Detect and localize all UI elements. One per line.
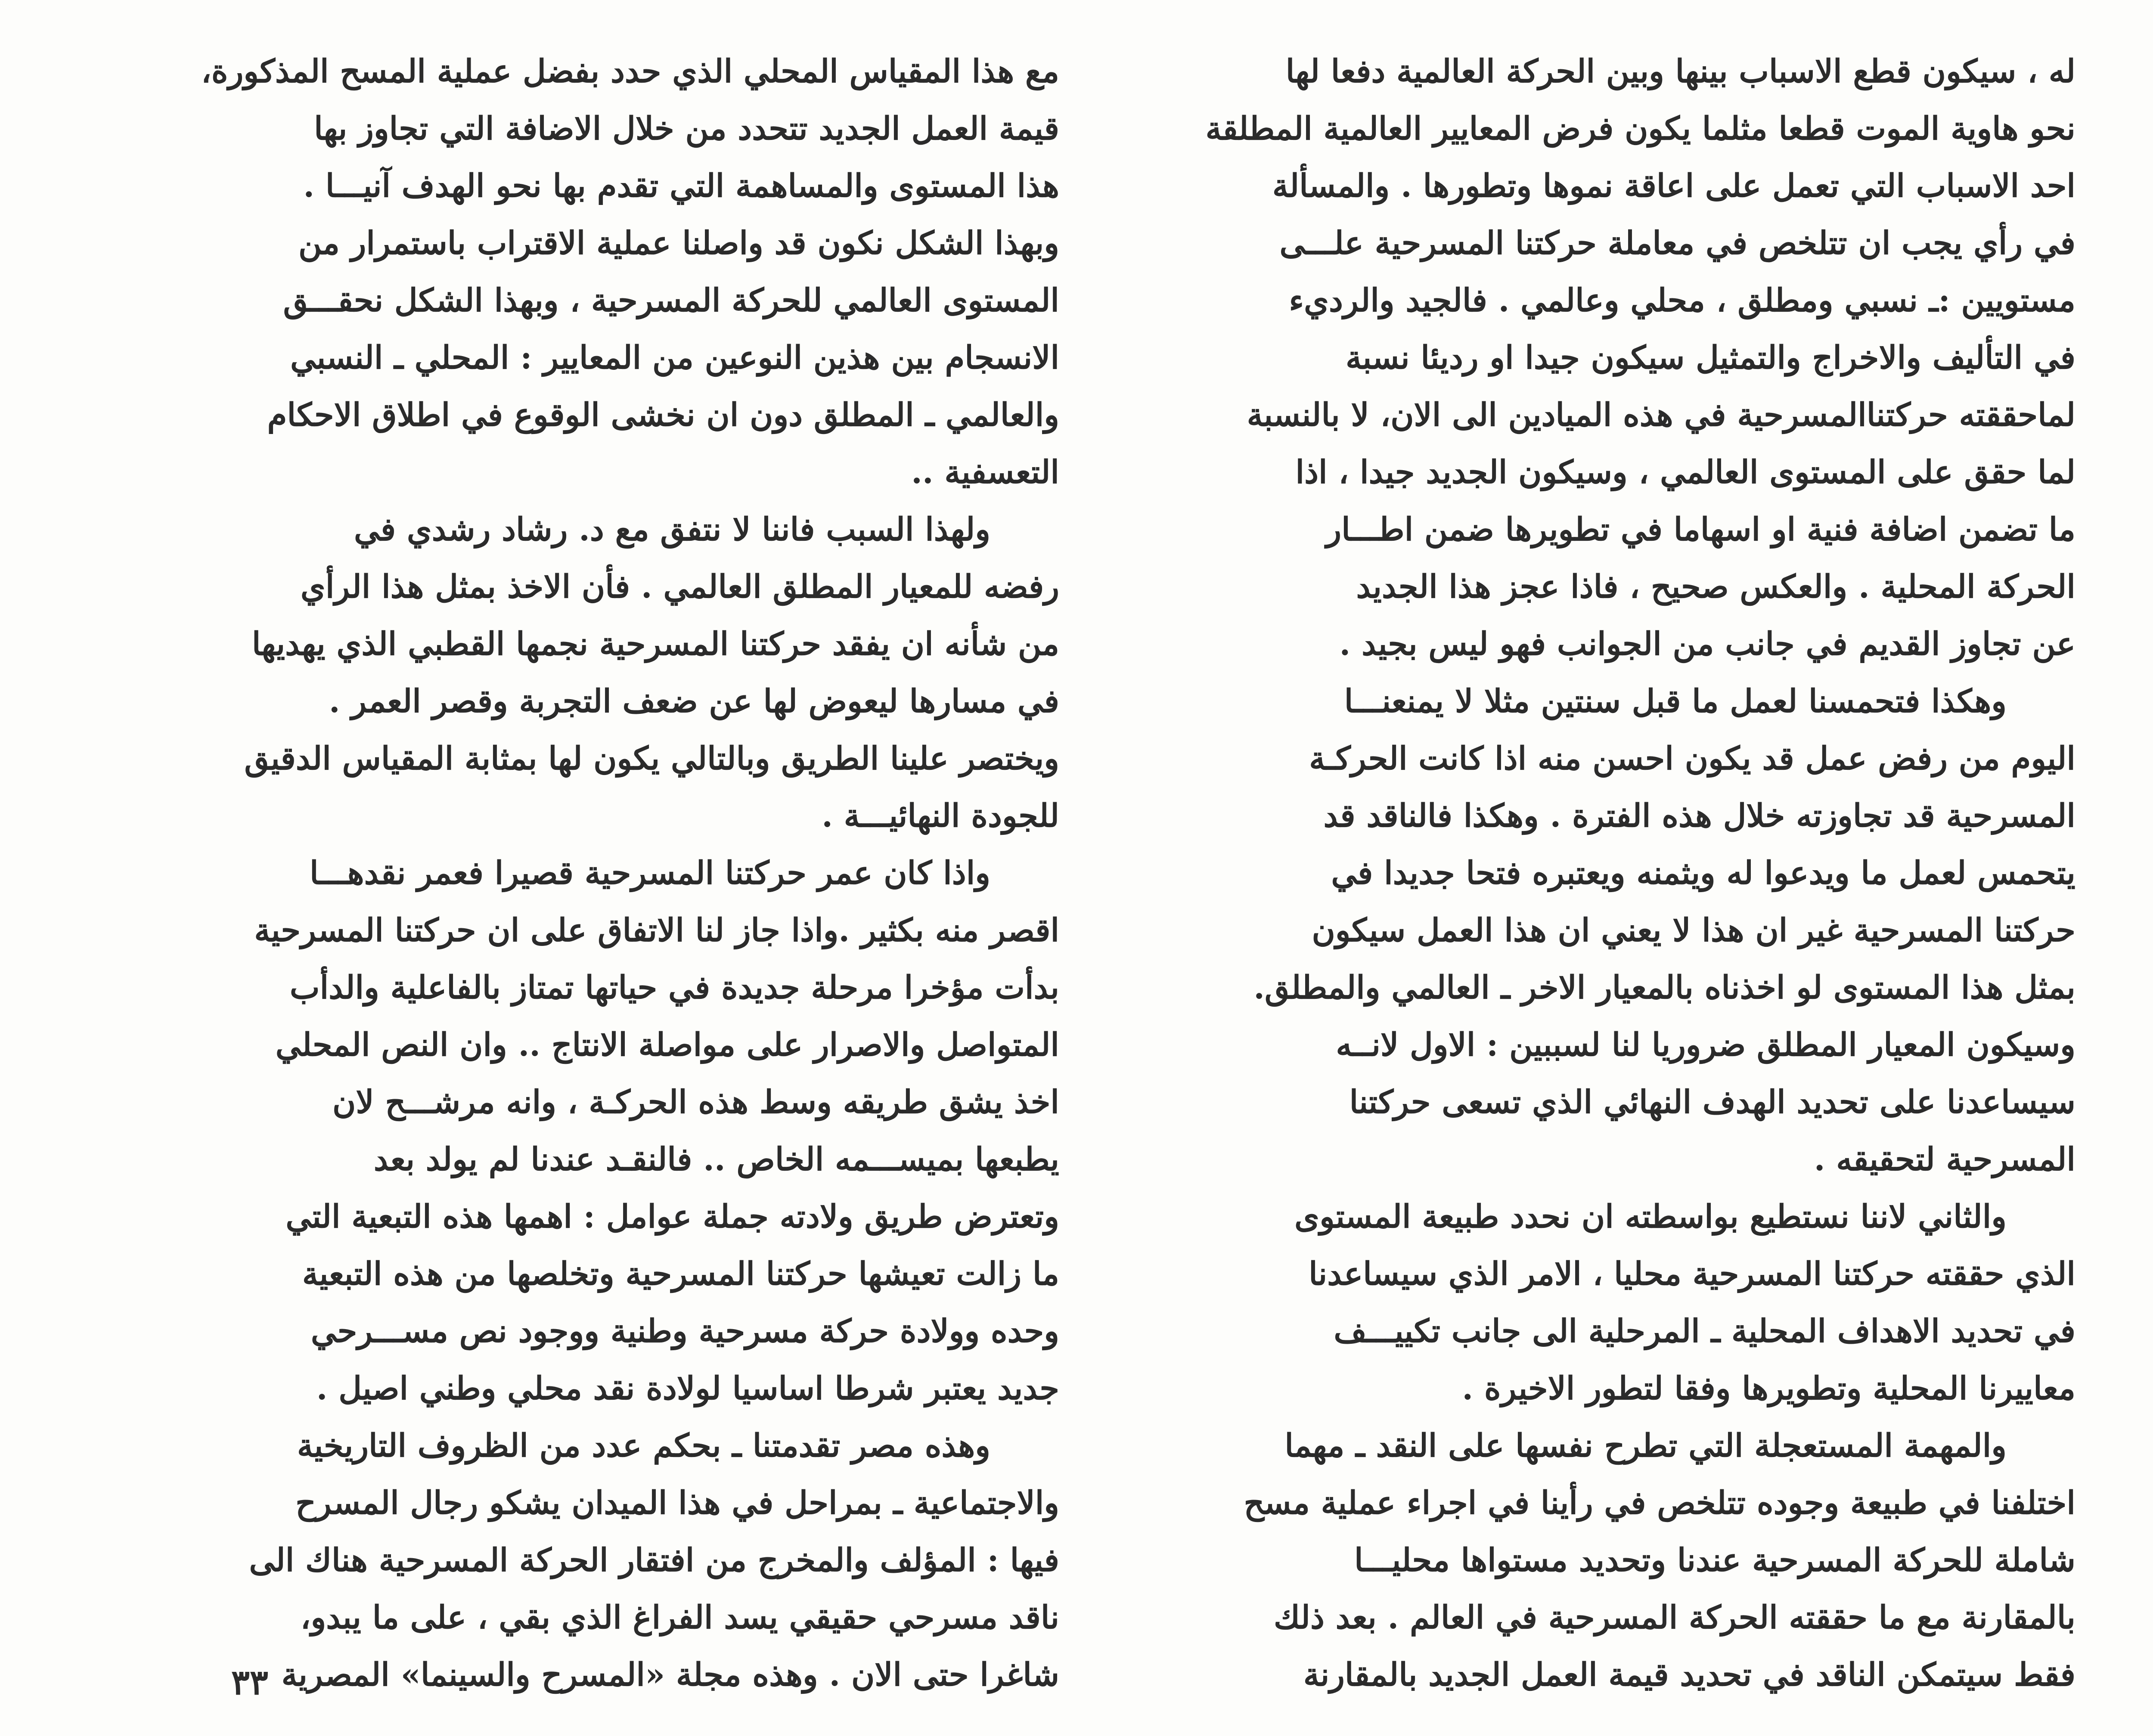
paragraph-first-line: واذا كان عمر حركتنا المسرحية قصيرا فعمر نقدهـــا <box>310 855 990 892</box>
text-line: المتواصل والاصرار على مواصلة الانتاج .. وان النص المحلي <box>275 1026 1059 1063</box>
text-line: لماحققته حركتناالمسرحية في هذه الميادين الى الان، لا بالنسبة <box>1247 397 2075 434</box>
text-line: يتحمس لعمل ما ويدعوا له ويثمنه ويعتبره فتحا جديدا في <box>1331 855 2075 892</box>
text-line: المسرحية قد تجاوزته خلال هذه الفترة . وهكذا فالناقد قد <box>1323 797 2075 834</box>
text-line: المستوى العالمي للحركة المسرحية ، وبهذا الشكل نحقـــق <box>283 282 1059 319</box>
text-line: رفضه للمعيار المطلق العالمي . فأن الاخذ بمثل هذا الرأي <box>300 568 1059 605</box>
text-line: التعسفية .. <box>911 454 1059 491</box>
text-line: فقط سيتمكن الناقد في تحديد قيمة العمل الجديد بالمقارنة <box>1303 1656 2075 1693</box>
text-line: مع هذا المقياس المحلي الذي حدد بفضل عملية المسح المذكورة، <box>201 53 1059 90</box>
text-line: عن تجاوز القديم في جانب من الجوانب فهو ليس بجيد . <box>1339 626 2075 663</box>
text-line: قيمة العمل الجديد تتحدد من خلال الاضافة التي تجاوز بها <box>314 110 1059 147</box>
text-line: سيساعدنا على تحديد الهدف النهائي الذي تسعى حركتنا <box>1349 1084 2075 1121</box>
text-line: اليوم من رفض عمل قد يكون احسن منه اذا كانت الحركـة <box>1309 740 2075 777</box>
right-text-column <box>1120 43 2075 1704</box>
page-number: ٣٣ <box>231 1662 268 1702</box>
text-line: وبهذا الشكل نكون قد واصلنا عملية الاقتراب باستمرار من <box>298 225 1059 262</box>
paragraph-first-line: والمهمة المستعجلة التي تطرح نفسها على النقد ـ مهما <box>1284 1427 2007 1464</box>
text-line: بمثل هذا المستوى لو اخذناه بالمعيار الاخر ـ العالمي والمطلق. <box>1253 969 2075 1006</box>
text-line: ما تضمن اضافة فنية او اسهاما في تطويرها ضمن اطـــار <box>1326 511 2075 548</box>
text-line: اقصر منه بكثير .واذا جاز لنا الاتفاق على ان حركتنا المسرحية <box>254 912 1059 949</box>
text-line: ناقد مسرحي حقيقي يسد الفراغ الذي بقي ، على ما يبدو، <box>300 1599 1059 1636</box>
text-line: وسيكون المعيار المطلق ضروريا لنا لسببين : الاول لانــه <box>1336 1026 2075 1063</box>
paragraph-first-line: وهكذا فتحمسنا لعمل ما قبل سنتين مثلا لا يمنعنـــا <box>1344 683 2007 720</box>
text-line: الذي حققته حركتنا المسرحية محليا ، الامر الذي سيساعدنا <box>1309 1256 2075 1293</box>
text-line: حركتنا المسرحية غير ان هذا لا يعني ان هذا العمل سيكون <box>1312 912 2075 949</box>
text-line: والاجتماعية ـ بمراحل في هذا الميدان يشكو رجال المسرح <box>295 1485 1059 1522</box>
text-line: معاييرنا المحلية وتطويرها وفقا لتطور الاخيرة . <box>1462 1370 2075 1407</box>
text-line: المسرحية لتحقيقه . <box>1814 1141 2075 1178</box>
text-line: في تحديد الاهداف المحلية ـ المرحلية الى جانب تكييـــف <box>1334 1313 2075 1350</box>
text-line: في مسارها ليعوض لها عن ضعف التجربة وقصر العمر . <box>329 683 1059 720</box>
text-line: الحركة المحلية . والعكس صحيح ، فاذا عجز هذا الجديد <box>1356 568 2075 605</box>
text-line: مستويين :ـ نسبي ومطلق ، محلي وعالمي . فالجيد والرديء <box>1289 282 2075 319</box>
text-line: يطبعها بميســـمه الخاص .. فالنقـد عندنا لم يولد بعد <box>373 1141 1059 1178</box>
text-line: جديد يعتبر شرطا اساسيا لولادة نقد محلي وطني اصيل . <box>316 1370 1059 1407</box>
text-line: وحده وولادة حركة مسرحية وطنية ووجود نص مســـرحي <box>310 1313 1059 1350</box>
text-line: اخذ يشق طريقه وسط هذه الحركـة ، وانه مرشـــح لان <box>332 1084 1059 1121</box>
text-line: بدأت مؤخرا مرحلة جديدة في حياتها تمتاز بالفاعلية والدأب <box>289 969 1059 1006</box>
text-line: فيها : المؤلف والمخرج من افتقار الحركة المسرحية هناك الى <box>249 1542 1059 1579</box>
text-line: اختلفنا في طبيعة وجوده تتلخص في رأينا في اجراء عملية مسح <box>1244 1485 2075 1522</box>
paragraph-first-line: والثاني لاننا نستطيع بواسطته ان نحدد طبيعة المستوى <box>1294 1198 2007 1235</box>
text-line: وتعترض طريق ولادته جملة عوامل : اهمها هذه التبعية التي <box>285 1198 1059 1235</box>
text-line: شاغرا حتى الان . وهذه مجلة «المسرح والسينما» المصرية <box>281 1656 1059 1693</box>
paragraph-first-line: وهذه مصر تقدمتنا ـ بحكم عدد من الظروف التاريخية <box>297 1427 990 1464</box>
text-line: والعالمي ـ المطلق دون ان نخشى الوقوع في اطلاق الاحكام <box>267 397 1059 434</box>
text-line: له ، سيكون قطع الاسباب بينها وبين الحركة العالمية دفعا لها <box>1285 53 2075 90</box>
text-line: في التأليف والاخراج والتمثيل سيكون جيدا او رديئا نسبة <box>1346 339 2075 376</box>
paragraph-first-line: ولهذا السبب فاننا لا نتفق مع د. رشاد رشدي في <box>354 511 990 548</box>
text-line: في رأي يجب ان تتلخص في معاملة حركتنا المسرحية علـــى <box>1279 225 2075 262</box>
text-line: بالمقارنة مع ما حققته الحركة المسرحية في العالم . بعد ذلك <box>1274 1599 2075 1636</box>
left-text-column <box>86 43 1059 1704</box>
text-line: ويختصر علينا الطريق وبالتالي يكون لها بمثابة المقياس الدقيق <box>244 740 1059 777</box>
text-line: هذا المستوى والمساهمة التي تقدم بها نحو الهدف آنيـــا . <box>303 167 1059 205</box>
text-line: لما حقق على المستوى العالمي ، وسيكون الجديد جيدا ، اذا <box>1295 454 2075 491</box>
text-line: شاملة للحركة المسرحية عندنا وتحديد مستواها محليـــا <box>1354 1542 2075 1579</box>
text-line: احد الاسباب التي تعمل على اعاقة نموها وتطورها . والمسألة <box>1272 167 2075 205</box>
text-line: نحو هاوية الموت قطعا مثلما يكون فرض المعايير العالمية المطلقة <box>1205 110 2075 147</box>
text-line: للجودة النهائيـــة . <box>822 797 1059 834</box>
text-line: ما زالت تعيشها حركتنا المسرحية وتخلصها من هذه التبعية <box>302 1256 1059 1293</box>
text-line: الانسجام بين هذين النوعين من المعايير : المحلي ـ النسبي <box>290 339 1059 376</box>
text-line: من شأنه ان يفقد حركتنا المسرحية نجمها القطبي الذي يهديها <box>251 626 1059 663</box>
